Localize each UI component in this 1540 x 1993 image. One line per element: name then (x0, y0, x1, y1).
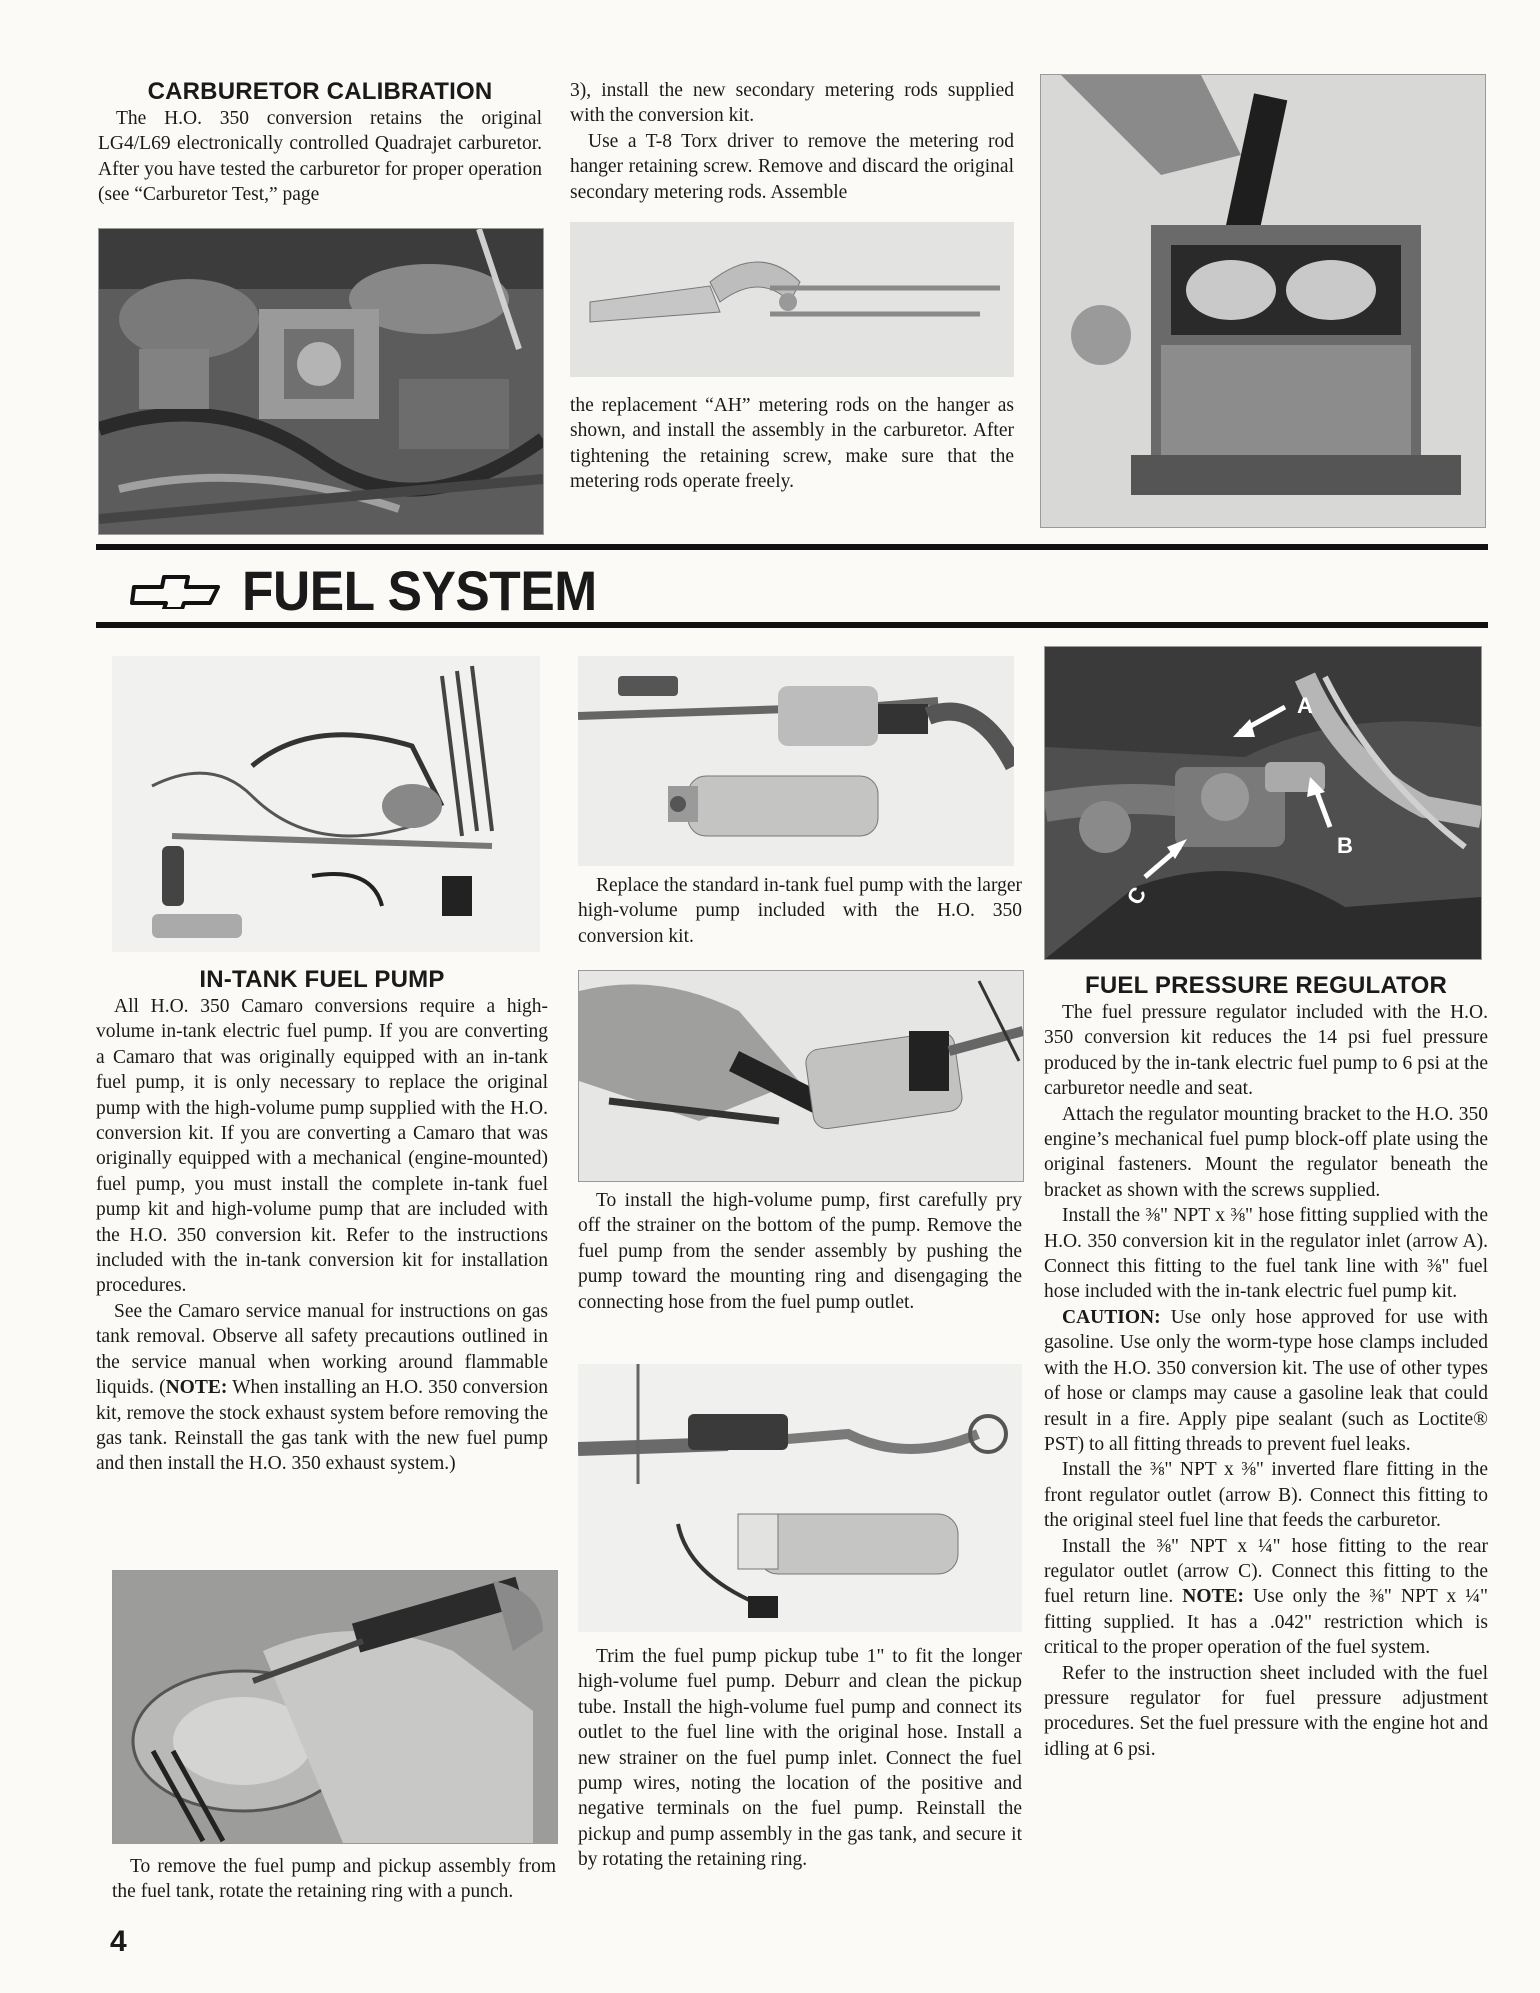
regulator-text-col (1044, 972, 1488, 1762)
carb-paragraph-3: Use a T-8 Torx driver to remove the metering rod hanger retaining screw. Remove and discard the original secondary metering rods. Assemble (570, 130, 1014, 203)
regulator-paragraph-1: The fuel pressure regulator included with the H.O. 350 conversion kit reduces the 14 psi fuel pressure produced by the in-tank electric fuel pump to 6 psi at the carburetor needle and seat. (1044, 1002, 1488, 1100)
arrow-label-c: C (1121, 882, 1152, 909)
regulator-paragraph-2: Attach the regulator mounting bracket to the H.O. 350 engine’s mechanical fuel pump block-off plate using the original fasteners. Mount the regulator beneath the bracket as shown with the screws supplied. (1044, 1103, 1488, 1201)
carb-text-col-3 (570, 393, 1014, 495)
regulator-paragraph-4 (1044, 1305, 1488, 1457)
regulator-p6-b: Use only the ⅜" NPT x ¼" fitting supplied. It has a .042" restriction which is critical to the proper operation of the fuel system. (1044, 1586, 1488, 1659)
chevrolet-bowtie-icon (130, 573, 222, 609)
regulator-caution: CAUTION: (1062, 1306, 1161, 1328)
section-title-text: FUEL SYSTEM (242, 559, 597, 622)
intank-text-col (96, 966, 548, 1477)
regulator-p6-note: NOTE: (1182, 1586, 1245, 1608)
arrow-label-b: B (1337, 833, 1353, 858)
trim-caption-col (578, 1644, 1022, 1873)
regulator-paragraph-3: Install the ⅜" NPT x ⅜" hose fitting supplied with the H.O. 350 conversion kit in the regulator inlet (arrow A). Connect this fitting to the fuel tank line with ⅜" fuel hose included with the in-tank electric fuel pump kit. (1044, 1205, 1488, 1303)
carb-text-col (98, 78, 542, 208)
section-rule-top (96, 544, 1488, 550)
intank-heading: IN-TANK FUEL PUMP (199, 966, 445, 993)
section-rule-bottom (96, 622, 1488, 628)
intank-paragraph-2 (96, 1299, 548, 1477)
regulator-heading: FUEL PRESSURE REGULATOR (1085, 972, 1447, 999)
regulator-paragraph-7: Refer to the instruction sheet included with the fuel pressure regulator for fuel pressure adjustment procedures. Set the fuel pressure with the engine hot and idling at 6 psi. (1044, 1662, 1488, 1760)
pry-strainer-photo (578, 970, 1024, 1182)
tank-caption: To remove the fuel pump and pickup assembly from the fuel tank, rotate the retaining ring with a punch. (112, 1856, 556, 1903)
carburetor-torx-photo (1040, 74, 1486, 528)
regulator-photo (1044, 646, 1482, 960)
pump-compare-photo (578, 656, 1014, 866)
fuel-pump-kit-photo (112, 656, 540, 952)
carb-heading: CARBURETOR CALIBRATION (147, 78, 493, 105)
regulator-paragraph-6 (1044, 1534, 1488, 1661)
pickup-tube-photo (578, 1364, 1022, 1632)
tank-caption-col (112, 1854, 556, 1905)
regulator-p4-rest: Use only hose approved for use with gasoline. Use only the worm-type hose clamps included with the H.O. 350 conversion kit. The use of other types of hose or clamps may cause a gasoline leak that could result in a fire. Apply pipe sealant (such as Loctite® PST) to all fitting threads to prevent fuel leaks. (1044, 1306, 1488, 1455)
intank-p2-note: NOTE: (165, 1377, 228, 1399)
arrow-label-a: A (1297, 693, 1313, 718)
replace-caption-col (578, 873, 1022, 949)
intank-paragraph-1: All H.O. 350 Camaro conversions require a high-volume in-tank electric fuel pump. If you are converting a Camaro that was originally equipped with an in-tank fuel pump, it is only necessary to replace the original pump with the high-volume pump supplied with the H.O. conversion kit. If you are converting a Camaro that was originally equipped with a mechanical (engine-mounted) fuel pump, you must install the complete in-tank fuel pump kit and high-volume pump that are included with the H.O. 350 conversion kit. Refer to the instructions included with the in-tank conversion kit for installation procedures. (96, 996, 548, 1297)
trim-caption: Trim the fuel pump pickup tube 1" to fit the longer high-volume fuel pump. Deburr and clean the pickup tube. Install the high-volume fuel pump and connect its outlet to the fuel line with the original hose. Install a new strainer on the fuel pump inlet. Connect the fuel pump wires, noting the location of the positive and negative terminals on the fuel pump. Reinstall the pickup and pump assembly in the gas tank, and secure it by rotating the retaining ring. (578, 1646, 1022, 1871)
regulator-paragraph-5: Install the ⅜" NPT x ⅜" inverted flare fitting in the front regulator outlet (arrow B). Connect this fitting to the original steel fuel line that feeds the carburetor. (1044, 1459, 1488, 1532)
fuel-system-title (130, 558, 628, 623)
regulator-p6-a: Install the ⅜" NPT x ¼" hose fitting to the rear regulator outlet (arrow C). Connect this fitting to the fuel return line. (1044, 1535, 1488, 1608)
intank-p2-a: See the Camaro service manual for instructions on gas tank removal. Observe all safety precautions outlined in the service manual when working around flammable liquids. ( (96, 1300, 548, 1399)
carb-paragraph-1: The H.O. 350 conversion retains the original LG4/L69 electronically controlled Quadrajet carburetor. After you have tested the carburetor for proper operation (see “Carburetor Test,” page (98, 108, 542, 206)
metering-rods-photo (570, 222, 1014, 377)
intank-p2-b: When installing an H.O. 350 conversion kit, remove the stock exhaust system before removing the gas tank. Reinstall the gas tank with the new fuel pump and then install the H.O. 350 exhaust system.) (96, 1377, 549, 1475)
replace-caption: Replace the standard in-tank fuel pump with the larger high-volume pump included with the H.O. 350 conversion kit. (578, 875, 1022, 947)
carb-paragraph-2: 3), install the new secondary metering rods supplied with the conversion kit. (570, 80, 1014, 127)
install-caption-col (578, 1188, 1022, 1315)
install-caption: To install the high-volume pump, first carefully pry off the strainer on the bottom of the pump. Remove the fuel pump from the sender assembly by pushing the pump toward the mounting ring and disengaging the connecting hose from the fuel pump outlet. (578, 1190, 1022, 1313)
fuel-tank-punch-photo (112, 1570, 558, 1844)
carb-paragraph-4: the replacement “AH” metering rods on the hanger as shown, and install the assembly in the carburetor. After tightening the retaining screw, make sure that the metering rods operate freely. (570, 395, 1014, 493)
carb-text-col-2 (570, 78, 1014, 205)
engine-bay-photo (98, 228, 544, 535)
page-number: 4 (110, 1925, 127, 1958)
